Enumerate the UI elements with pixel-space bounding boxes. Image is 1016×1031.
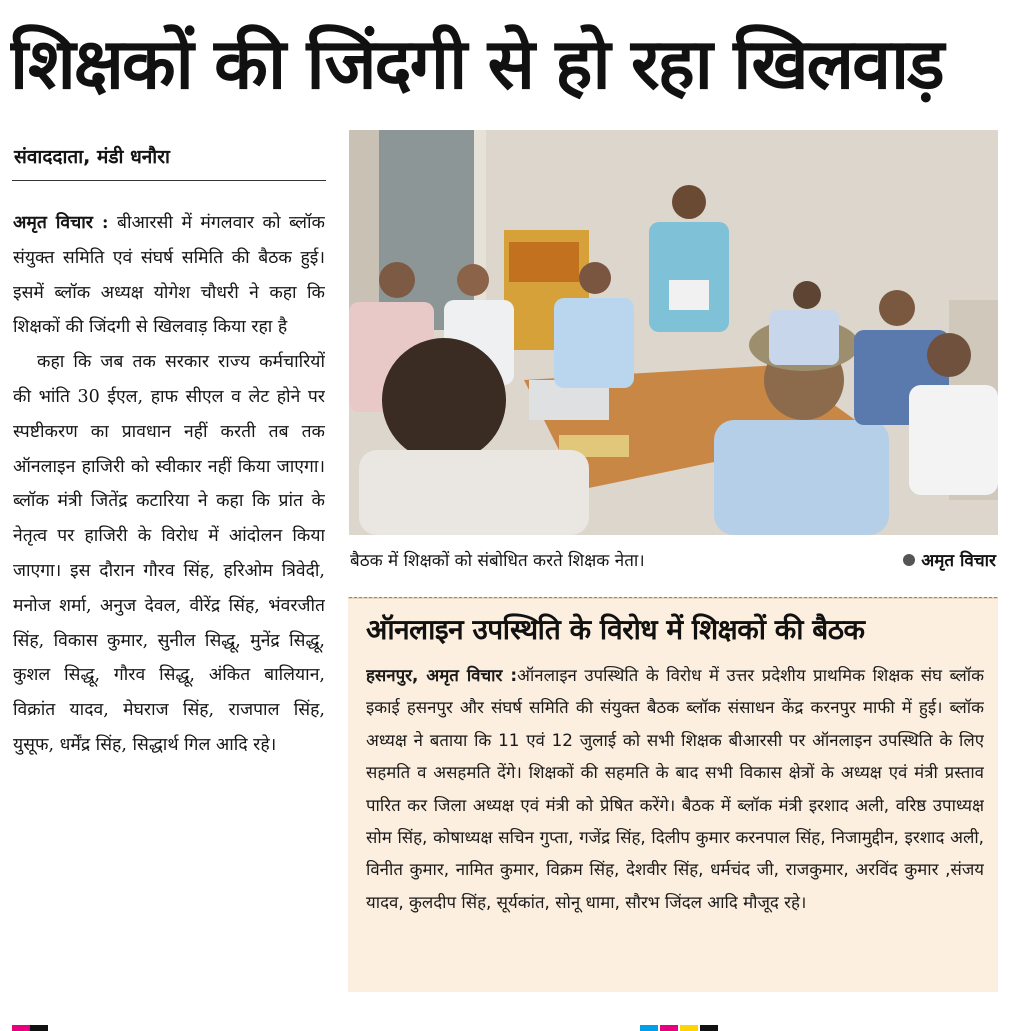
- print-mark-black-2: [700, 1025, 718, 1031]
- print-mark-magenta-2: [660, 1025, 678, 1031]
- print-mark-magenta: [12, 1025, 30, 1031]
- news-photo: [349, 130, 998, 535]
- main-story-dateline: अमृत विचार :: [13, 213, 109, 233]
- sidebar-divider: [349, 597, 997, 598]
- main-story-body: [13, 206, 325, 996]
- sidebar-story-body: [366, 659, 984, 979]
- main-story-paragraph-2: कहा कि जब तक सरकार राज्य कर्मचारियों की भांति 30 ईएल, हाफ सीएल व लेट होने पर स्पष्टीकरण का प्रावधान नहीं करती तब तक ऑनलाइन हाजिरी को स्वीकार नहीं किया जाएगा। ब्लॉक मंत्री जितेंद्र कटारिया ने कहा कि प्रांत के नेतृत्व पर हाजिरी के विरोध में आंदोलन किया जाएगा। इस दौरान गौरव सिंह, हरिओम त्रिवेदी, मनोज शर्मा, अनुज देवल, वीरेंद्र सिंह, भंवरजीत सिंह, विकास कुमार, सुनील सिद्धू, मुनेंद्र सिद्धू, कुशल सिद्धू, गौरव सिद्धू, अंकित बालियान, विक्रांत यादव, मेघराज सिंह, राजपाल सिंह, युसूफ, धर्मेंद्र सिंह, सिद्धार्थ गिल आदि रहे।: [13, 352, 325, 755]
- sidebar-headline: ऑनलाइन उपस्थिति के विरोध में शिक्षकों की बैठक: [366, 613, 865, 646]
- page-headline: शिक्षकों की जिंदगी से हो रहा खिलवाड़: [10, 23, 943, 105]
- meeting-photo-illustration: [349, 130, 998, 535]
- main-story-paragraph-1: [13, 206, 325, 345]
- sidebar-dateline: हसनपुर, अमृत विचार :: [366, 665, 518, 685]
- sidebar-paragraph-text: ऑनलाइन उपस्थिति के विरोध में उत्तर प्रदेशीय प्राथमिक शिक्षक संघ ब्लॉक इकाई हसनपुर और संघर्ष समिति की संयुक्त बैठक ब्लॉक संसाधन केंद्र करनपुर माफी में हुई। ब्लॉक अध्यक्ष ने बताया कि 11 एवं 12 जुलाई को सभी शिक्षक बीआरसी पर ऑनलाइन उपस्थिति के लिए सहमति व असहमति देंगे। शिक्षकों की सहमति के बाद सभी विकास क्षेत्रों के अध्यक्ष एवं मंत्री प्रस्ताव पारित कर जिला अध्यक्ष एवं मंत्री को प्रेषित करेंगे। बैठक में ब्लॉक मंत्री इरशाद अली, वरिष्ठ उपाध्यक्ष सोम सिंह, कोषाध्यक्ष सचिन गुप्ता, गजेंद्र सिंह, दिलीप कुमार करनपाल सिंह, निजामुद्दीन, इरशाद अली, विनीत कुमार, नामित कुमार, विक्रम सिंह, देशवीर सिंह, धर्मचंद जी, राजकुमार, अरविंद कुमार ,संजय यादव, कुलदीप सिंह, सूर्यकांत, सोनू धामा, सौरभ जिंदल आदि मौजूद रहे।: [366, 665, 984, 912]
- byline-divider: [12, 180, 326, 181]
- main-story-paragraph-1-text: बीआरसी में मंगलवार को ब्लॉक संयुक्त समिति एवं संघर्ष समिति की बैठक हुई। इसमें ब्लॉक अध्यक्ष योगेश चौधरी ने कहा कि शिक्षकों की जिंदगी से खिलवाड़ किया रहा है: [13, 213, 325, 338]
- photo-credit-text: अमृत विचार: [921, 551, 996, 571]
- print-mark-yellow: [680, 1025, 698, 1031]
- photo-credit: [903, 546, 996, 576]
- sidebar-paragraph: [366, 659, 984, 918]
- photo-caption: बैठक में शिक्षकों को संबोधित करते शिक्षक नेता।: [350, 551, 645, 571]
- byline: संवाददाता, मंडी धनौरा: [14, 146, 170, 168]
- bullet-icon: [903, 554, 915, 566]
- print-mark-cyan: [640, 1025, 658, 1031]
- print-mark-black: [30, 1025, 48, 1031]
